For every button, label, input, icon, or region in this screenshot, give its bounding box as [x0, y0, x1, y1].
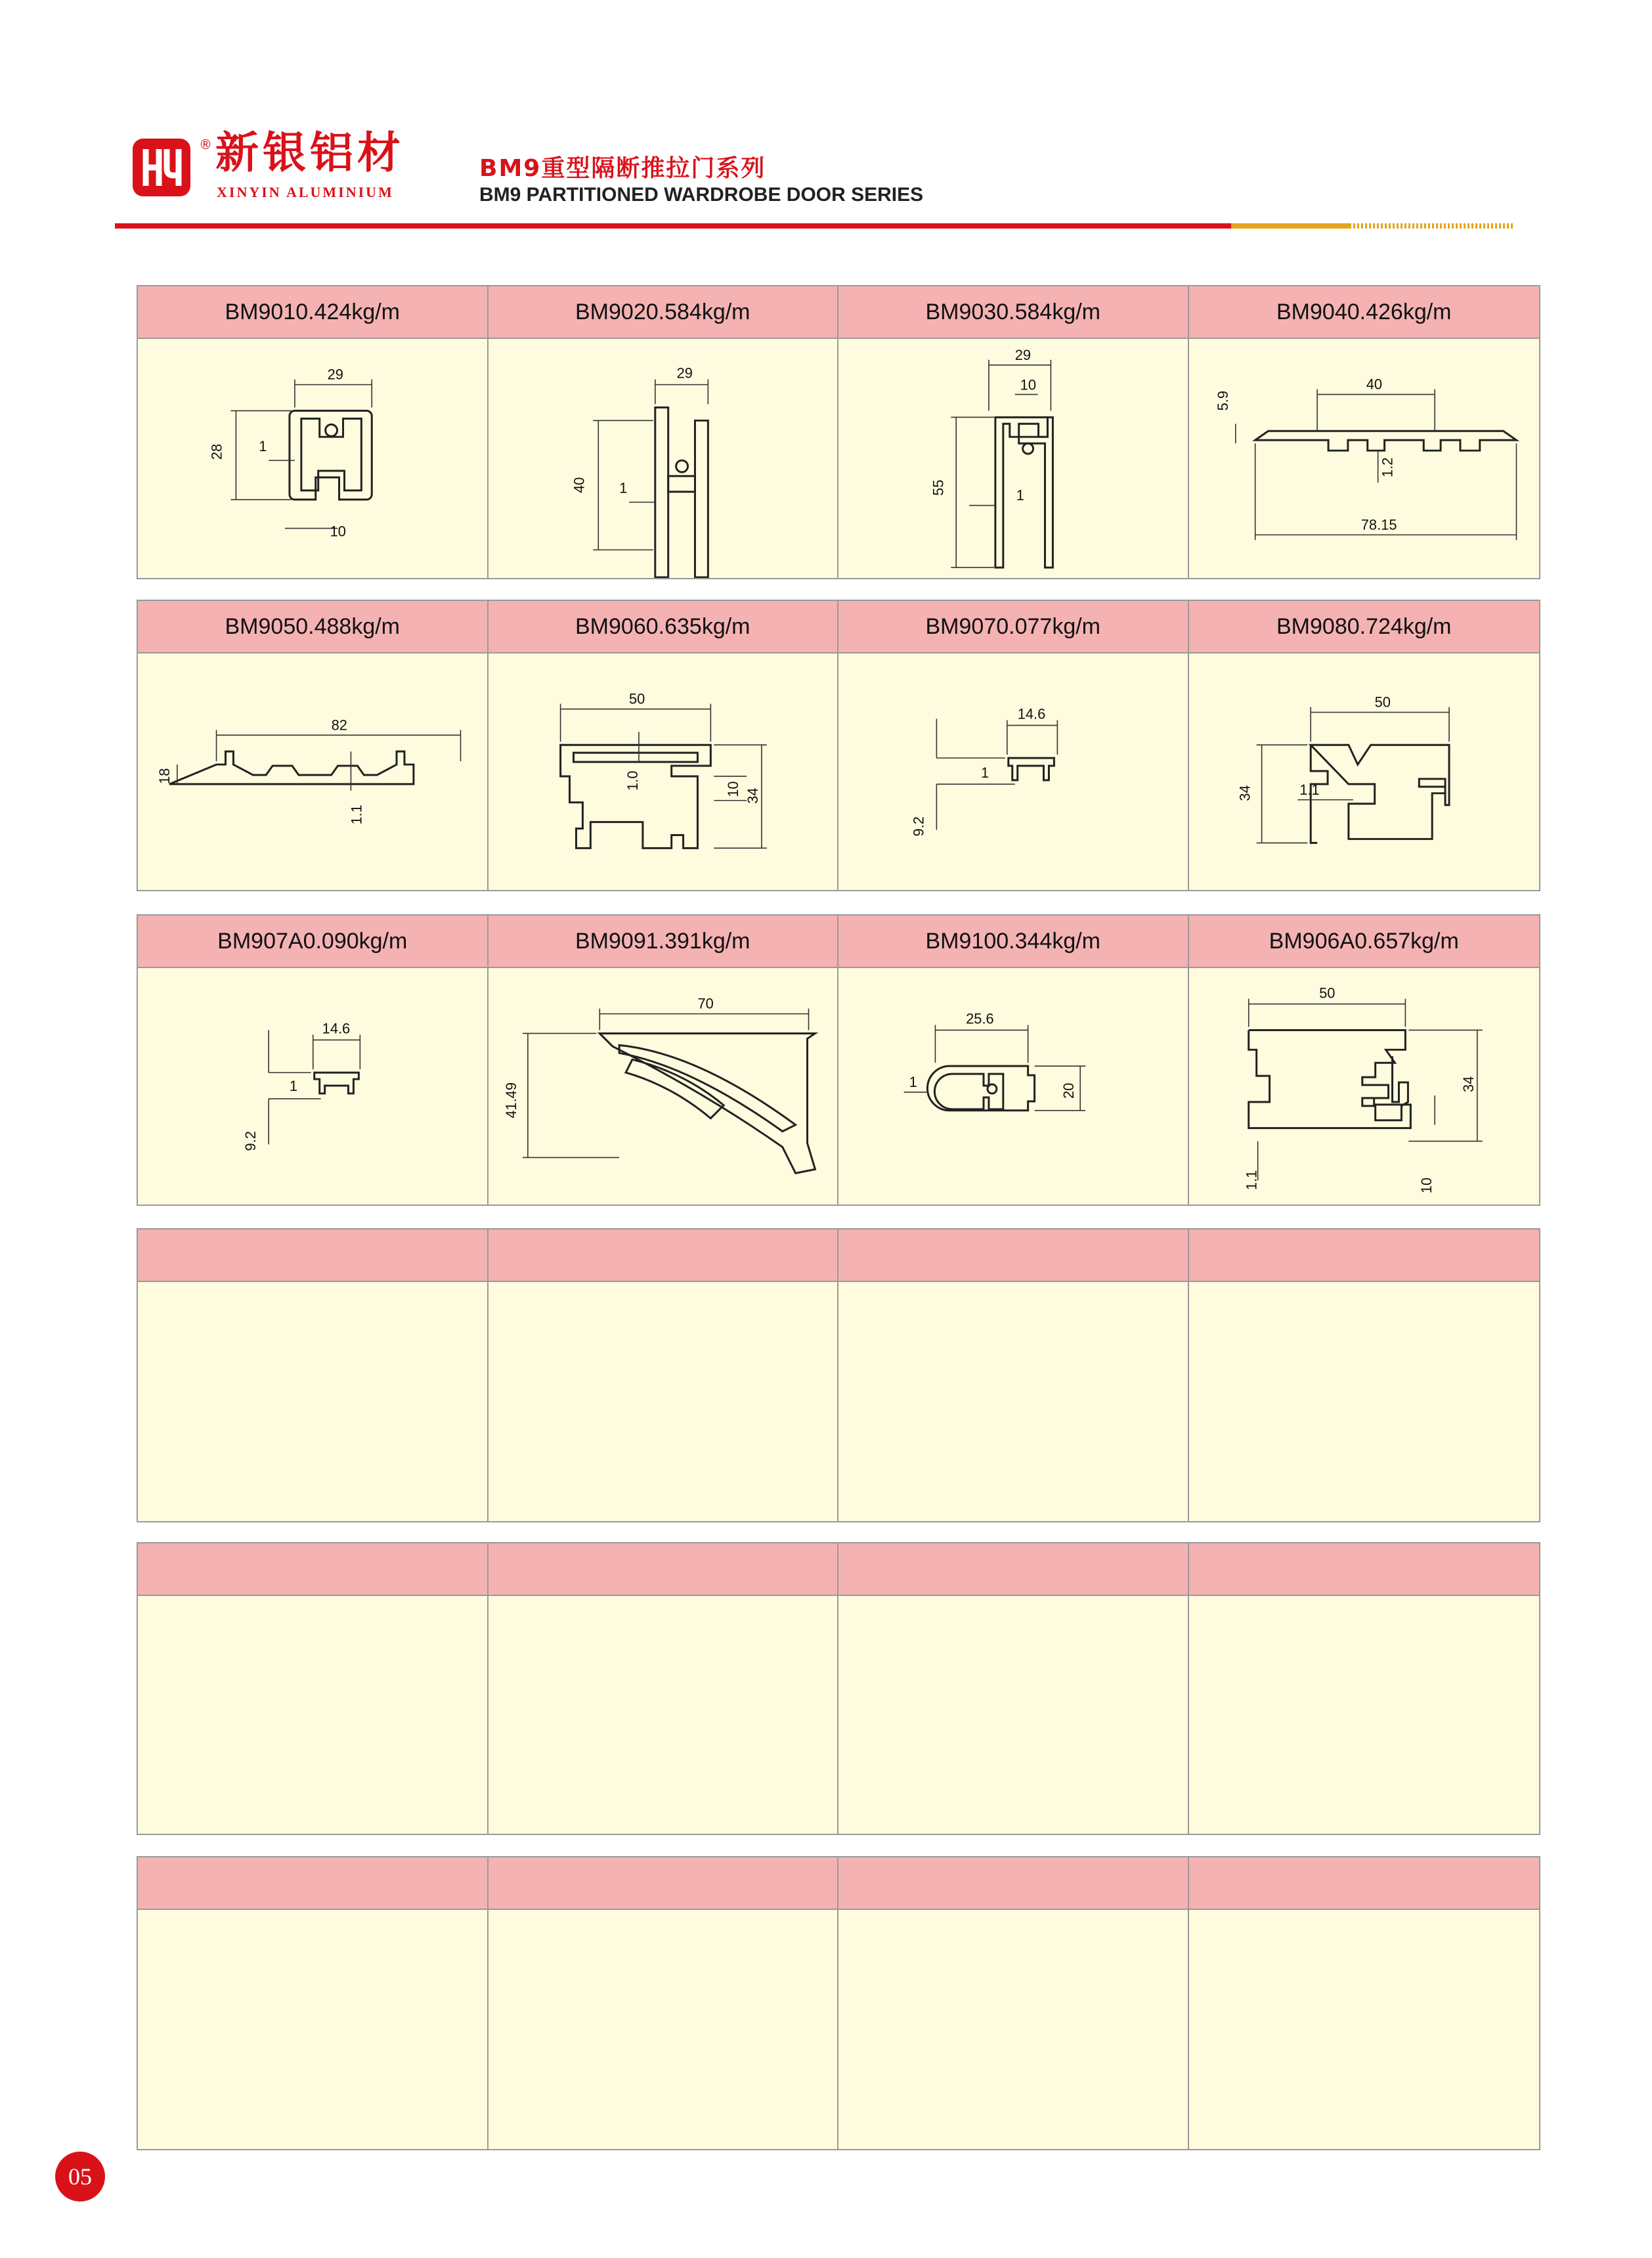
- empty-body-cell: [138, 1910, 489, 2149]
- profile-drawing-bm908: [1189, 653, 1540, 890]
- product-header: BM904 0.426kg/m: [1189, 286, 1540, 339]
- product-header: BM909 1.391kg/m: [489, 916, 839, 968]
- profile-drawing-bm903: [838, 339, 1189, 578]
- profile-diagram: [838, 653, 1188, 890]
- empty-header-cell: [838, 1543, 1189, 1596]
- empty-body-cell: [489, 1910, 839, 2149]
- svg-text:10: 10: [1020, 376, 1037, 393]
- empty-header-cell: [138, 1543, 489, 1596]
- svg-text:82: 82: [331, 717, 347, 734]
- svg-text:70: 70: [697, 995, 714, 1012]
- svg-text:29: 29: [676, 365, 693, 382]
- xy-logo-icon: [129, 135, 194, 200]
- empty-header-cell: [138, 1857, 489, 1910]
- svg-text:1: 1: [981, 764, 989, 781]
- svg-text:34: 34: [1236, 785, 1253, 801]
- empty-header-cell: [838, 1229, 1189, 1282]
- product-header: BM906A 0.657kg/m: [1189, 916, 1540, 968]
- profile-diagram: [838, 339, 1188, 578]
- profile-diagram: [838, 968, 1188, 1205]
- product-header: BM907A 0.090kg/m: [138, 916, 489, 968]
- profile-drawing-bm902: [489, 339, 839, 578]
- svg-text:34: 34: [744, 787, 761, 804]
- profile-diagram: [1189, 339, 1540, 578]
- empty-header-cell: [489, 1229, 839, 1282]
- product-section-2: [137, 600, 1540, 891]
- svg-text:10: 10: [1418, 1177, 1435, 1194]
- svg-text:10: 10: [724, 781, 741, 797]
- svg-text:50: 50: [1318, 985, 1335, 1002]
- svg-text:14.6: 14.6: [322, 1020, 351, 1037]
- page-number: 05: [68, 2163, 92, 2190]
- svg-text:10: 10: [330, 523, 346, 540]
- brand-name-cn: 新银铝材: [215, 127, 404, 178]
- empty-body-cell: [138, 1282, 489, 1521]
- svg-text:50: 50: [628, 690, 645, 707]
- profile-diagram: [138, 339, 487, 578]
- empty-body-cell: [838, 1910, 1189, 2149]
- empty-header-cell: [489, 1857, 839, 1910]
- product-header: BM908 0.724kg/m: [1189, 601, 1540, 653]
- profile-diagram: [138, 653, 487, 890]
- profile-drawing-bm906a: [1189, 968, 1540, 1205]
- svg-text:9.2: 9.2: [242, 1131, 259, 1151]
- header-rule-gold: [1231, 223, 1349, 229]
- svg-text:78.15: 78.15: [1360, 516, 1397, 533]
- product-section-3: [137, 914, 1540, 1206]
- profile-diagram: [1189, 653, 1540, 890]
- svg-text:5.9: 5.9: [1214, 391, 1231, 411]
- svg-text:29: 29: [1014, 346, 1032, 363]
- empty-header-cell: [138, 1229, 489, 1282]
- svg-text:1.1: 1.1: [1243, 1170, 1260, 1191]
- svg-text:28: 28: [208, 443, 225, 460]
- empty-body-cell: [1189, 1910, 1540, 2149]
- empty-header-cell: [489, 1543, 839, 1596]
- svg-text:9.2: 9.2: [910, 816, 927, 837]
- svg-text:1: 1: [619, 479, 627, 497]
- product-header: BM910 0.344kg/m: [838, 916, 1189, 968]
- profile-diagram: [1189, 968, 1540, 1205]
- profile-drawing-bm907: [838, 653, 1189, 890]
- empty-section-4: [137, 1228, 1540, 1522]
- empty-header-cell: [838, 1857, 1189, 1910]
- product-header: BM907 0.077kg/m: [838, 601, 1189, 653]
- svg-text:1: 1: [909, 1073, 917, 1090]
- svg-text:1: 1: [289, 1077, 298, 1094]
- product-header: BM906 0.635kg/m: [489, 601, 839, 653]
- profile-drawing-bm910: [838, 968, 1189, 1205]
- product-header: BM901 0.424kg/m: [138, 286, 489, 339]
- header-rule-red: [115, 223, 1231, 229]
- svg-text:18: 18: [156, 768, 173, 784]
- svg-text:40: 40: [1366, 376, 1382, 393]
- svg-text:20: 20: [1060, 1082, 1077, 1099]
- svg-text:1.1: 1.1: [348, 805, 365, 825]
- svg-text:14.6: 14.6: [1017, 705, 1046, 722]
- svg-text:1.0: 1.0: [624, 770, 641, 791]
- product-header: BM905 0.488kg/m: [138, 601, 489, 653]
- series-title-cn: BM9重型隔断推拉门系列: [479, 155, 766, 182]
- empty-header-cell: [1189, 1543, 1540, 1596]
- profile-drawing-bm909: [489, 968, 839, 1205]
- svg-text:41.49: 41.49: [502, 1082, 519, 1118]
- svg-text:50: 50: [1374, 694, 1391, 711]
- profile-diagram: [489, 968, 838, 1205]
- profile-diagram: [138, 968, 487, 1205]
- profile-drawing-bm905: [138, 653, 489, 890]
- empty-section-6: [137, 1856, 1540, 2150]
- brand-name-en: XINYIN ALUMINIUM: [217, 184, 394, 200]
- product-section-1: [137, 285, 1540, 579]
- empty-header-cell: [1189, 1857, 1540, 1910]
- empty-body-cell: [138, 1596, 489, 1834]
- svg-text:55: 55: [930, 479, 947, 496]
- profile-drawing-bm901: [138, 339, 489, 578]
- empty-body-cell: [1189, 1282, 1540, 1521]
- svg-text:40: 40: [570, 477, 587, 493]
- svg-text:1.1: 1.1: [1299, 781, 1320, 798]
- empty-body-cell: [838, 1282, 1189, 1521]
- empty-body-cell: [489, 1282, 839, 1521]
- page-number-badge: [55, 2152, 105, 2202]
- svg-text:1: 1: [259, 438, 267, 455]
- profile-diagram: [489, 653, 838, 890]
- svg-text:25.6: 25.6: [966, 1010, 994, 1027]
- empty-body-cell: [489, 1596, 839, 1834]
- svg-text:29: 29: [327, 366, 343, 383]
- registered-mark: ®: [199, 137, 212, 152]
- empty-body-cell: [838, 1596, 1189, 1834]
- profile-drawing-bm906: [489, 653, 839, 890]
- series-title-en: BM9 PARTITIONED WARDROBE DOOR SERIES: [479, 184, 924, 206]
- product-header: BM902 0.584kg/m: [489, 286, 839, 339]
- header-rule-dotted: [1349, 223, 1513, 229]
- svg-text:1: 1: [1016, 487, 1024, 504]
- profile-diagram: [489, 339, 838, 578]
- profile-drawing-bm907a: [138, 968, 489, 1205]
- product-header: BM903 0.584kg/m: [838, 286, 1189, 339]
- svg-text:1.2: 1.2: [1379, 457, 1396, 477]
- empty-body-cell: [1189, 1596, 1540, 1834]
- empty-section-5: [137, 1542, 1540, 1835]
- profile-drawing-bm904: [1189, 339, 1540, 578]
- svg-text:34: 34: [1460, 1076, 1477, 1092]
- empty-header-cell: [1189, 1229, 1540, 1282]
